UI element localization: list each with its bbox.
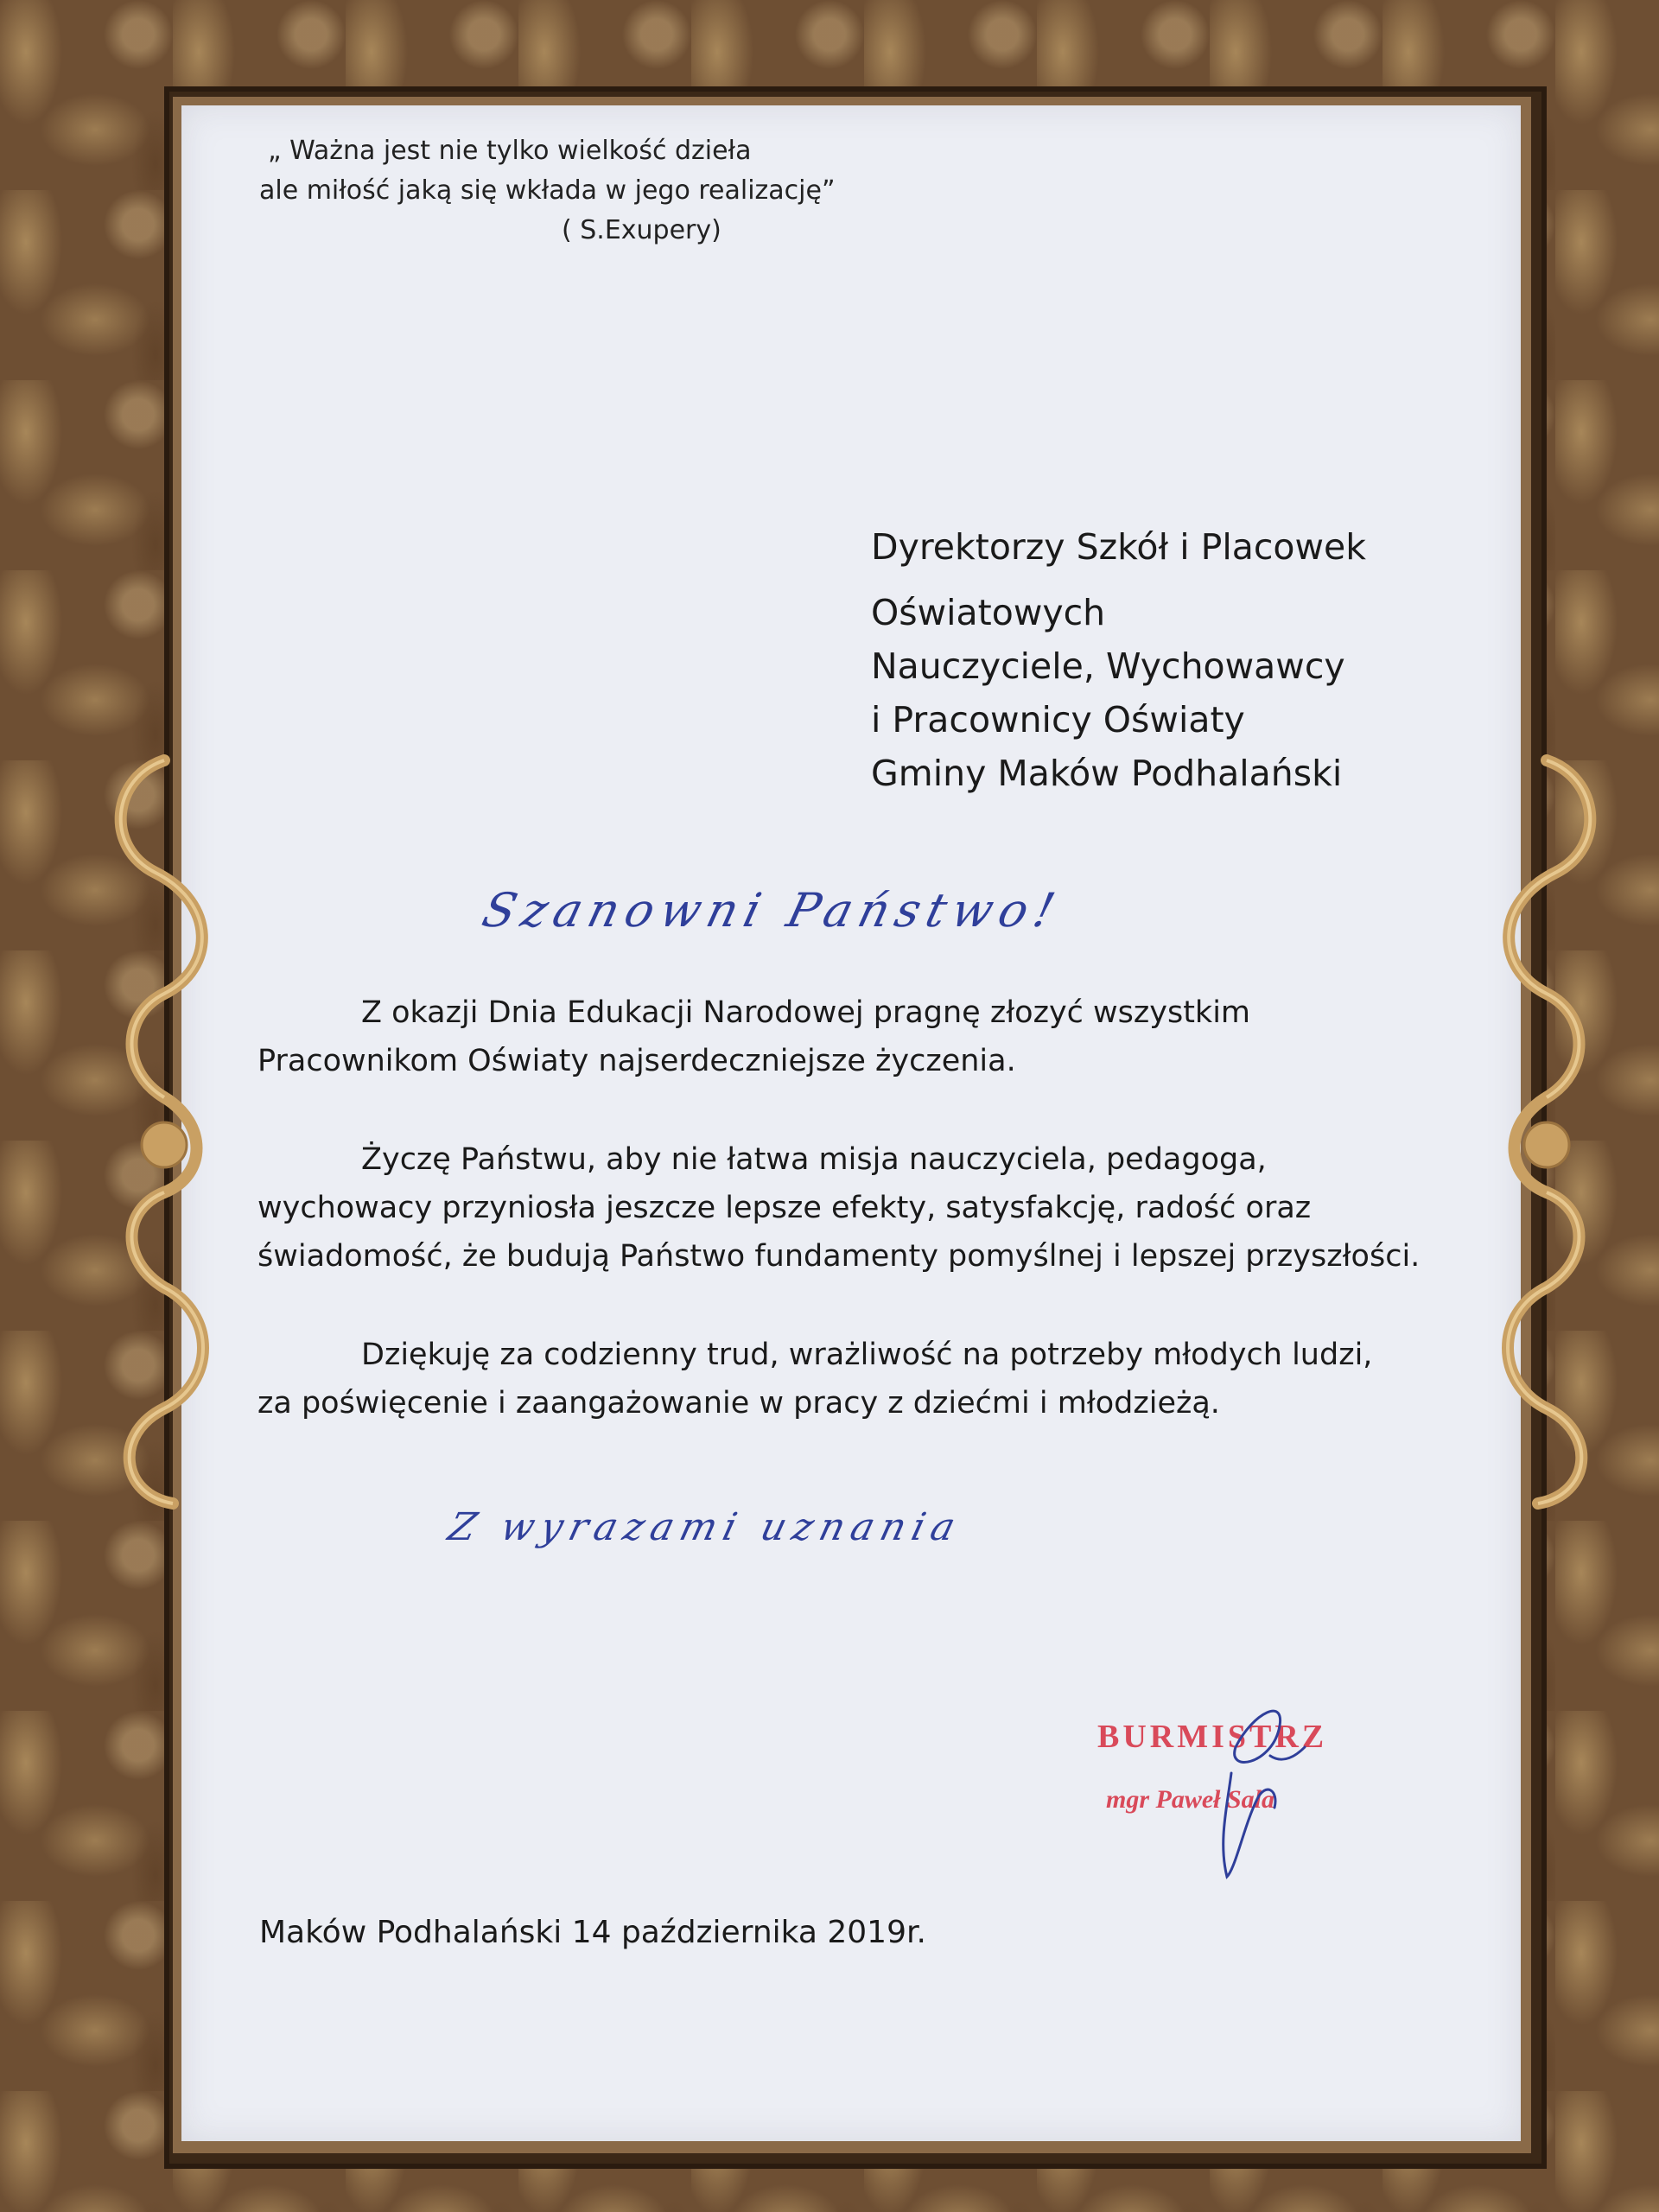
epigraph-quote [259, 131, 1037, 251]
stamp-title: BURMISTRZ [1097, 1719, 1328, 1755]
quote-author: ( S.Exupery) [562, 215, 721, 245]
recipient-line: Oświatowych [871, 592, 1106, 633]
recipient-line: Nauczyciele, Wychowawcy [871, 645, 1345, 687]
recipient-line: i Pracownicy Oświaty [871, 699, 1245, 741]
right-ornament-icon [1469, 743, 1624, 1521]
paragraph: Dziękuję za codzienny trud, wrażliwość na potrzeby młodych ludzi, za poświęcenie i zaangażowanie w pracy z dziećmi i młodzieżą. [257, 1338, 1373, 1421]
stamp-name: mgr Paweł Sala [1106, 1785, 1275, 1814]
paragraph: Życzę Państwu, aby nie łatwa misja nauczyciela, pedagoga, wychowacy przyniosła jeszcze lepsze efekty, satysfakcję, radość oraz świadomość, że budują Państwo fundamenty pomyślnej i lepszej przyszłości. [257, 1142, 1421, 1274]
recipient-line: Gminy Maków Podhalański [871, 753, 1343, 794]
quote-line-1: „ Ważna jest nie tylko wielkość dzieła [268, 136, 752, 166]
salutation-handwritten: Szanowni Państwo! [477, 883, 1067, 938]
letter-body [257, 988, 1484, 1427]
paragraph: Z okazji Dnia Edukacji Narodowej pragnę złozyć wszystkim Pracownikom Oświaty najserdeczniejsze życzenia. [257, 995, 1251, 1078]
recipient-block [871, 520, 1476, 800]
signature [1175, 1695, 1331, 1903]
place-and-date: Maków Podhalański 14 października 2019r. [259, 1915, 926, 1950]
letter-paper [181, 105, 1521, 2141]
left-ornament-icon [86, 743, 242, 1521]
quote-line-2: ale miłość jaką się wkłada w jego realizację” [259, 175, 836, 206]
recipient-line: Dyrektorzy Szkół i Placowek [871, 526, 1366, 568]
closing-handwritten: Z wyrazami uznania [443, 1505, 967, 1549]
